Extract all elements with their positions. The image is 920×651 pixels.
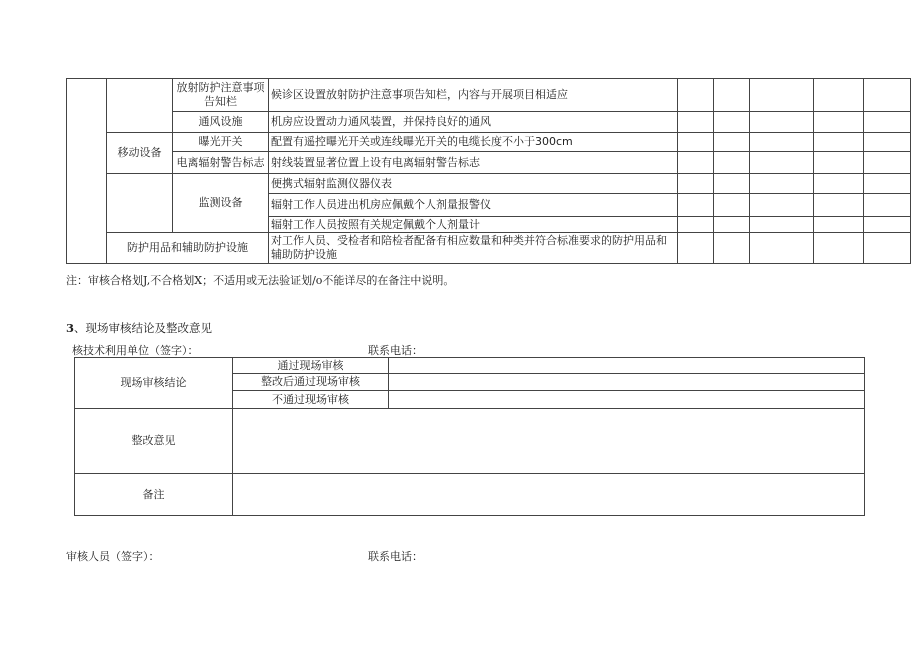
- option-pass: 通过现场审核: [233, 358, 389, 374]
- check-cell[interactable]: [714, 112, 750, 133]
- table-row: [67, 174, 911, 194]
- table-note: 注：审核合格划J,不合格划X；不适用或无法验证划/o不能详尽的在备注中说明。: [66, 274, 455, 287]
- check-cell[interactable]: [678, 174, 714, 194]
- check-cell[interactable]: [864, 174, 911, 194]
- table-row: [75, 409, 865, 474]
- table-row: [67, 133, 911, 152]
- check-cell[interactable]: [864, 194, 911, 217]
- check-cell[interactable]: [750, 194, 814, 217]
- check-cell[interactable]: [714, 233, 750, 264]
- check-cell[interactable]: [750, 112, 814, 133]
- check-cell[interactable]: [714, 79, 750, 112]
- section-heading: [66, 320, 212, 336]
- check-cell[interactable]: [678, 194, 714, 217]
- requirement-cell: 便携式辐射监测仪器仪表: [269, 174, 678, 194]
- check-cell[interactable]: [814, 217, 864, 233]
- remarks-field[interactable]: [233, 474, 865, 516]
- check-cell[interactable]: [814, 79, 864, 112]
- check-cell[interactable]: [678, 133, 714, 152]
- rectification-label: 整改意见: [75, 409, 233, 474]
- section-title: 、现场审核结论及整改意见: [74, 321, 213, 335]
- category-cell: 移动设备: [107, 133, 173, 174]
- remarks-label: 备注: [75, 474, 233, 516]
- conclusion-table: [74, 357, 865, 516]
- requirement-cell: 射线装置显著位置上设有电离辐射警告标志: [269, 152, 678, 174]
- item-cell: 监测设备: [173, 174, 269, 233]
- section-cell: [67, 79, 107, 264]
- table-row: [75, 358, 865, 374]
- check-cell[interactable]: [750, 233, 814, 264]
- option-fail: 不通过现场审核: [233, 391, 389, 409]
- table-row: [67, 233, 911, 264]
- check-cell[interactable]: [864, 152, 911, 174]
- check-cell[interactable]: [864, 79, 911, 112]
- check-cell[interactable]: [678, 79, 714, 112]
- requirement-cell: 机房应设置动力通风装置，并保持良好的通风: [269, 112, 678, 133]
- check-cell[interactable]: [750, 79, 814, 112]
- item-cell: 曝光开关: [173, 133, 269, 152]
- reviewer-phone-label: 联系电话：: [368, 550, 423, 563]
- check-cell[interactable]: [814, 133, 864, 152]
- check-cell[interactable]: [678, 217, 714, 233]
- check-cell[interactable]: [714, 152, 750, 174]
- check-cell[interactable]: [814, 174, 864, 194]
- check-cell[interactable]: [714, 133, 750, 152]
- check-cell[interactable]: [750, 133, 814, 152]
- category-cell: [107, 79, 173, 133]
- check-cell[interactable]: [814, 152, 864, 174]
- check-cell[interactable]: [714, 174, 750, 194]
- item-cell: 通风设施: [173, 112, 269, 133]
- check-cell[interactable]: [864, 217, 911, 233]
- rectification-field[interactable]: [233, 409, 865, 474]
- check-cell[interactable]: [750, 217, 814, 233]
- item-cell: 放射防护注意事项告知栏: [173, 79, 269, 112]
- org-signature-label: 核技术利用单位（签字）：: [72, 344, 199, 357]
- table-row: [75, 474, 865, 516]
- requirement-cell: 配置有遥控曝光开关或连线曝光开关的电缆长度不小于300cm: [269, 133, 678, 152]
- item-cell: 防护用品和辅助防护设施: [107, 233, 269, 264]
- table-row: [67, 152, 911, 174]
- check-cell[interactable]: [864, 233, 911, 264]
- checklist-table: [66, 78, 911, 264]
- check-cell[interactable]: [814, 194, 864, 217]
- table-row: [67, 79, 911, 112]
- option-fail-mark[interactable]: [389, 391, 865, 409]
- requirement-cell: 辐射工作人员进出机房应佩戴个人剂量报警仪: [269, 194, 678, 217]
- conclusion-label: 现场审核结论: [75, 358, 233, 409]
- requirement-cell: 辐射工作人员按照有关规定佩戴个人剂量计: [269, 217, 678, 233]
- check-cell[interactable]: [864, 112, 911, 133]
- requirement-cell: 候诊区设置放射防护注意事项告知栏，内容与开展项目相适应: [269, 79, 678, 112]
- check-cell[interactable]: [714, 194, 750, 217]
- org-phone-label: 联系电话：: [368, 344, 423, 357]
- check-cell[interactable]: [750, 152, 814, 174]
- check-cell[interactable]: [750, 174, 814, 194]
- item-cell: 电离辐射警告标志: [173, 152, 269, 174]
- check-cell[interactable]: [814, 233, 864, 264]
- check-cell[interactable]: [814, 112, 864, 133]
- check-cell[interactable]: [714, 217, 750, 233]
- reviewer-signature-label: 审核人员（签字）：: [66, 550, 160, 563]
- option-pass-after-fix-mark[interactable]: [389, 374, 865, 391]
- check-cell[interactable]: [678, 152, 714, 174]
- option-pass-mark[interactable]: [389, 358, 865, 374]
- section-number: 3: [66, 321, 75, 335]
- option-pass-after-fix: 整改后通过现场审核: [233, 374, 389, 391]
- check-cell[interactable]: [678, 233, 714, 264]
- table-row: [67, 112, 911, 133]
- check-cell[interactable]: [678, 112, 714, 133]
- check-cell[interactable]: [864, 133, 911, 152]
- requirement-cell: 对工作人员、受检者和陪检者配备有相应数量和种类并符合标准要求的防护用品和辅助防护设施: [269, 233, 678, 264]
- category-cell: [107, 174, 173, 233]
